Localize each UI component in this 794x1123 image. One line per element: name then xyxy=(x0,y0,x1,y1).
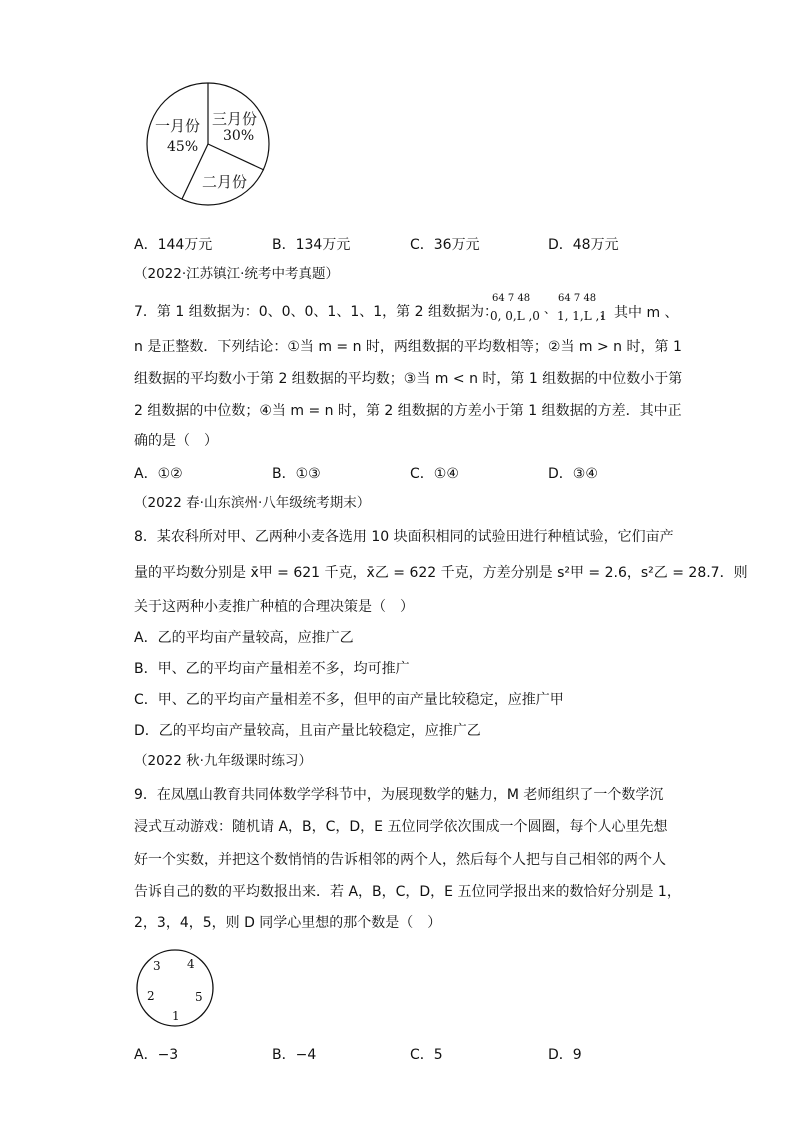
q7-line1: 7．第 1 组数据为：0、0、0、1、1、1，第 2 组数据为： xyxy=(134,304,498,320)
q7-brace2-top: 64 7 48 xyxy=(558,293,597,304)
q9-circle-number-4: 4 xyxy=(187,957,195,971)
q8-option-a[interactable]: A．乙的平均亩产量较高，应推广乙 xyxy=(134,630,354,646)
q7-line5: 确的是（ ） xyxy=(134,433,218,449)
q7-brace2-bottom: 1, 1,L ,1 xyxy=(557,309,607,323)
q7-line2: n 是正整数．下列结论：①当 m = n 时，两组数据的平均数相等；②当 m > n 时，第 1 xyxy=(134,339,682,355)
pie-jan-label: 一月份 xyxy=(155,117,201,135)
q9-circle-number-2: 2 xyxy=(147,989,155,1003)
q9-circle-number-5: 5 xyxy=(195,990,203,1004)
q9-line2: 浸式互动游戏：随机请 A，B，C，D，E 五位同学依次围成一个圆圈，每个人心里先想 xyxy=(134,819,668,835)
pie-mar-pct: 30% xyxy=(223,128,255,144)
q7-option-b[interactable]: B．①③ xyxy=(272,466,321,482)
q9-option-a[interactable]: A．−3 xyxy=(134,1047,179,1063)
q8-line1: 8．某农科所对甲、乙两种小麦各选用 10 块面积相同的试验田进行种植试验，它们亩产 xyxy=(134,529,674,545)
q7-brace1-top: 64 7 48 xyxy=(492,293,531,304)
q7-option-c[interactable]: C．①④ xyxy=(410,466,459,482)
q8-option-d[interactable]: D．乙的平均亩产量较高，且亩产量比较稳定，应推广乙 xyxy=(134,723,481,739)
q9-circle-number-1: 1 xyxy=(172,1009,180,1023)
q9-circle-number-3: 3 xyxy=(153,959,161,973)
q9-line1: 9．在凤凰山教育共同体数学学科节中，为展现数学的魅力，M 老师组织了一个数学沉 xyxy=(134,787,664,803)
q6-option-c[interactable]: C．36万元 xyxy=(410,237,480,253)
q8-line3: 关于这两种小麦推广种植的合理决策是（ ） xyxy=(134,599,414,615)
q7-sep: 、 xyxy=(544,302,557,316)
q7-option-d[interactable]: D．③④ xyxy=(548,466,598,482)
q8-option-c[interactable]: C．甲、乙的平均亩产量相差不多，但甲的亩产量比较稳定，应推广甲 xyxy=(134,692,564,708)
pie-feb-label: 二月份 xyxy=(202,173,248,191)
q9-option-c[interactable]: C．5 xyxy=(410,1047,443,1063)
q9-option-d[interactable]: D．9 xyxy=(548,1047,582,1063)
q9-source: （2022 秋·九年级课时练习） xyxy=(134,753,312,769)
q9-option-b[interactable]: B．−4 xyxy=(272,1047,317,1063)
q7-option-a[interactable]: A．①② xyxy=(134,466,183,482)
q6-option-d[interactable]: D．48万元 xyxy=(548,237,619,253)
pie-jan-pct: 45% xyxy=(167,139,199,155)
q7-brace1-bottom: 0, 0,L ,0 xyxy=(490,309,540,323)
q7-line3: 组数据的平均数小于第 2 组数据的平均数；③当 m < n 时，第 1 组数据的中位数小于第 xyxy=(134,371,683,387)
q7-source: （2022·江苏镇江·统考中考真题） xyxy=(134,266,339,282)
q6-option-b[interactable]: B．134万元 xyxy=(272,237,351,253)
pie-divider-right xyxy=(208,144,264,170)
q8-line2: 量的平均数分别是 x̄甲 = 621 千克，x̄乙 = 622 千克，方差分别是 s²甲 = 2.6，s²乙 = 28.7．则 xyxy=(134,565,748,581)
pie-mar-label: 三月份 xyxy=(212,110,258,128)
q9-line4: 告诉自己的数的平均数报出来．若 A，B，C，D，E 五位同学报出来的数恰好分别是 1， xyxy=(134,884,681,900)
q8-source: （2022 春·山东滨州·八年级统考期末） xyxy=(134,495,371,511)
q9-line5: 2，3，4，5，则 D 同学心里想的那个数是（ ） xyxy=(134,915,442,931)
q7-line4: 2 组数据的中位数；④当 m = n 时，第 2 组数据的方差小于第 1 组数据的方差．其中正 xyxy=(134,403,682,419)
q6-option-a[interactable]: A．144万元 xyxy=(134,237,213,253)
q8-option-b[interactable]: B．甲、乙的平均亩产量相差不多，均可推广 xyxy=(134,661,410,677)
q7-line1-tail: ，其中 m 、 xyxy=(600,305,679,321)
q9-line3: 好一个实数，并把这个数悄悄的告诉相邻的两个人，然后每个人把与自己相邻的两个人 xyxy=(134,852,666,868)
